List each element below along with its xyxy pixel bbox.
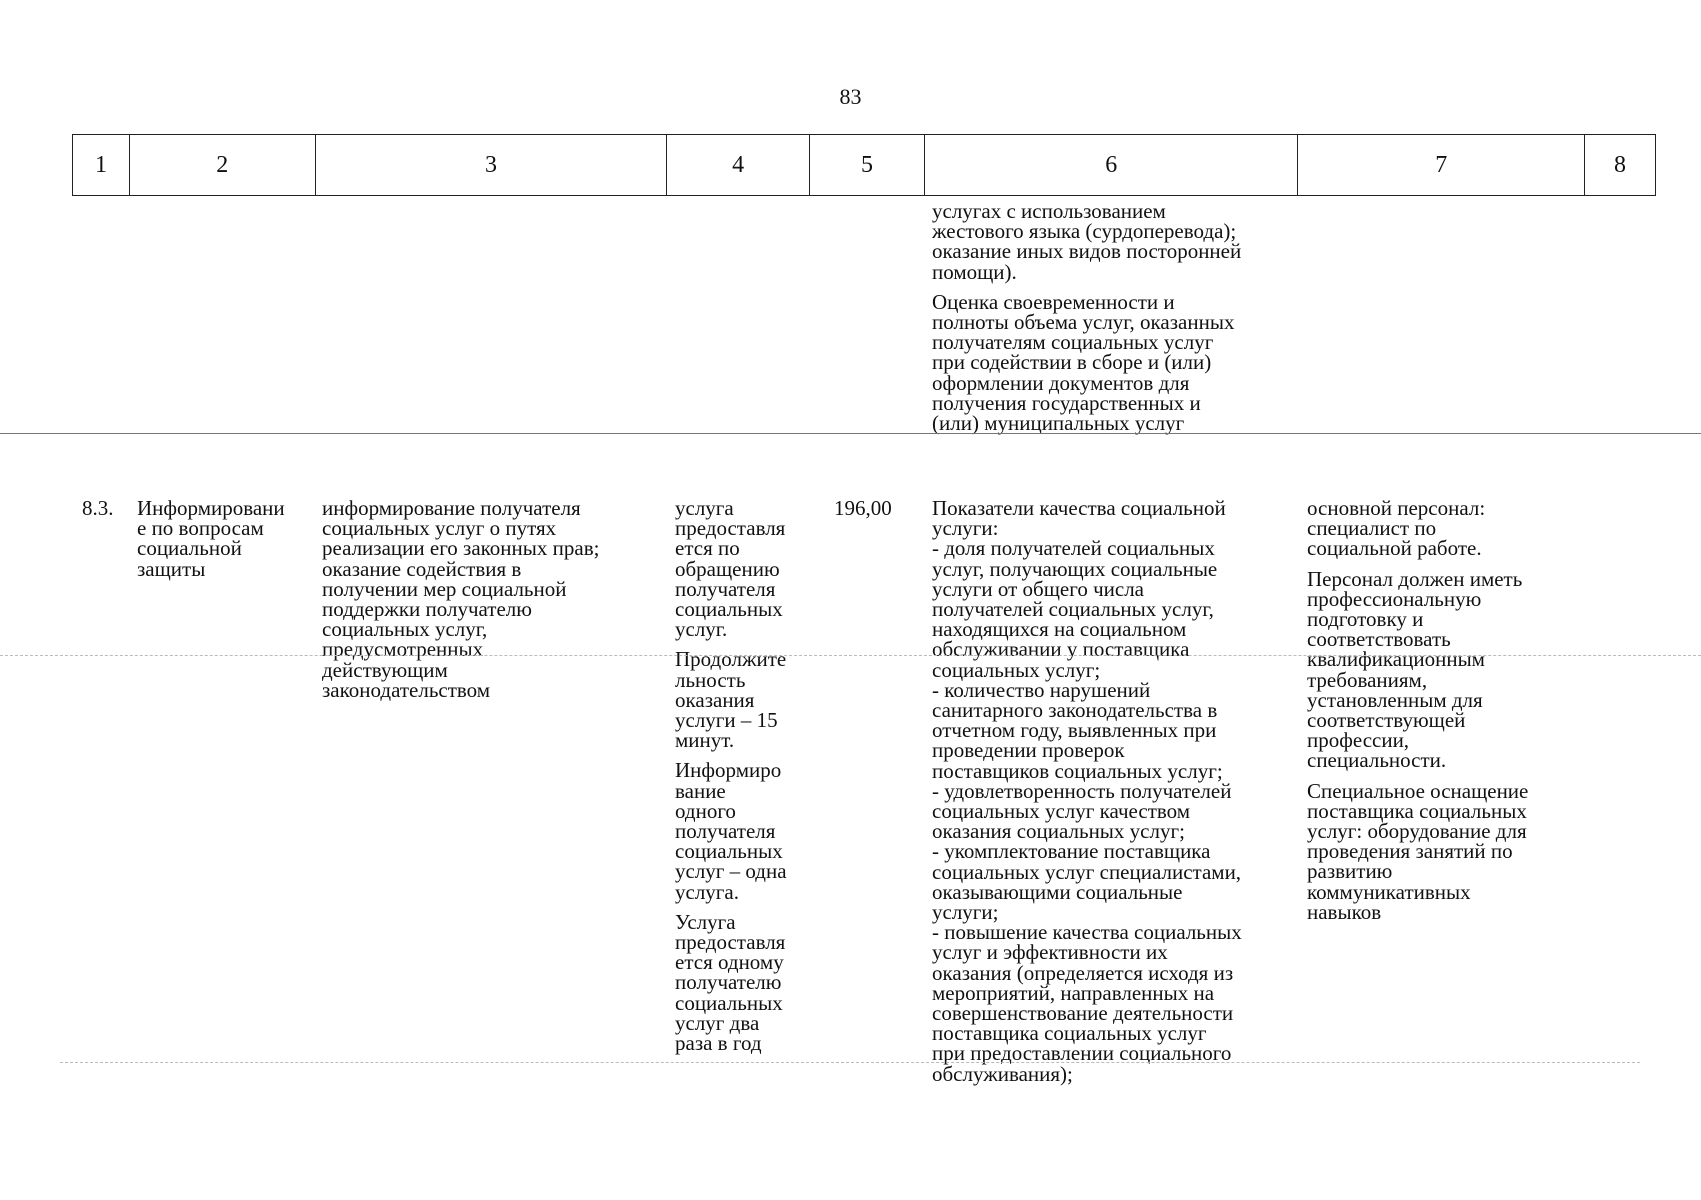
conditions-paragraph: Продолжите льность оказания услуги – 15 минут. xyxy=(675,647,787,753)
requirements-paragraph: основной персонал: специалист по социальной работе. xyxy=(1307,496,1486,561)
service-conditions xyxy=(675,498,815,1063)
continued-col6-paragraph: Оценка своевременности и полноты объема услуг, оказанных получателям социальных услуг при содействии в сборе и (или) оформлении документов для получения государственных и (или) муниципальных услуг xyxy=(932,289,1235,436)
continued-col6-text xyxy=(932,201,1292,443)
continued-col6-paragraph: услугах с использованием жестового языка (сурдоперевода); оказание иных видов посторонней помощи). xyxy=(932,199,1242,284)
scan-line xyxy=(0,655,1701,656)
table-header-row xyxy=(72,134,1656,196)
scan-line xyxy=(60,1062,1640,1063)
header-col-6: 6 xyxy=(925,135,1299,195)
requirements-paragraph: Специальное оснащение поставщика социальных услуг: оборудование для проведения занятий по развитию коммуникативных навыков xyxy=(1307,778,1529,924)
header-col-2: 2 xyxy=(130,135,316,195)
page-number: 83 xyxy=(839,84,862,109)
header-col-8: 8 xyxy=(1614,151,1627,178)
service-name: Информировани е по вопросам социальной защиты xyxy=(137,496,285,581)
service-requirements xyxy=(1307,498,1587,932)
service-tariff: 196,00 xyxy=(834,496,892,520)
conditions-paragraph: Информиро вание одного получателя социальных услуг – одна услуга. xyxy=(675,758,787,904)
header-col-7: 7 xyxy=(1298,135,1585,195)
conditions-paragraph: услуга предоставля ется по обращению получателя социальных услуг. xyxy=(675,496,786,642)
conditions-paragraph: Услуга предоставля ется одному получателю социальных услуг два раза в год xyxy=(675,909,786,1056)
header-col-3: 3 xyxy=(316,135,668,195)
header-col-1: 1 xyxy=(73,135,130,195)
row-divider xyxy=(0,433,1701,434)
header-col-4: 4 xyxy=(667,135,810,195)
requirements-paragraph: Персонал должен иметь профессиональную подготовку и соответствовать квалификационным требованиям, установленным для соответствующей профессии, специальности. xyxy=(1307,566,1523,773)
row-number: 8.3. xyxy=(82,496,114,520)
header-col-5: 5 xyxy=(810,135,925,195)
quality-indicators: Показатели качества социальной услуги: - доля получателей социальных услуг, получающих социальные услуги от общего числа получателей социальных услуг, находящихся на социальном обслуживании у поставщика социальных услуг; - количество нарушений санитарного законодательства в отчетном году, выявленных при проведении проверок поставщиков социальных услуг; - удовлетворенность получателей социальных услуг качеством оказания социальных услуг; - укомплектование поставщика социальных услуг специалистами, оказывающими социальные услуги; - повышение качества социальных услуг и эффективности их оказания (определяется исходя из мероприятий, направленных на совершенствование деятельности поставщика социальных услуг при предоставлении социального обслуживания); xyxy=(932,496,1242,1086)
service-content: информирование получателя социальных услуг о путях реализации его законных прав; оказание содействия в получении мер социальной поддержки получателю социальных услуг, предусмотренных действующим законодательством xyxy=(322,496,600,702)
